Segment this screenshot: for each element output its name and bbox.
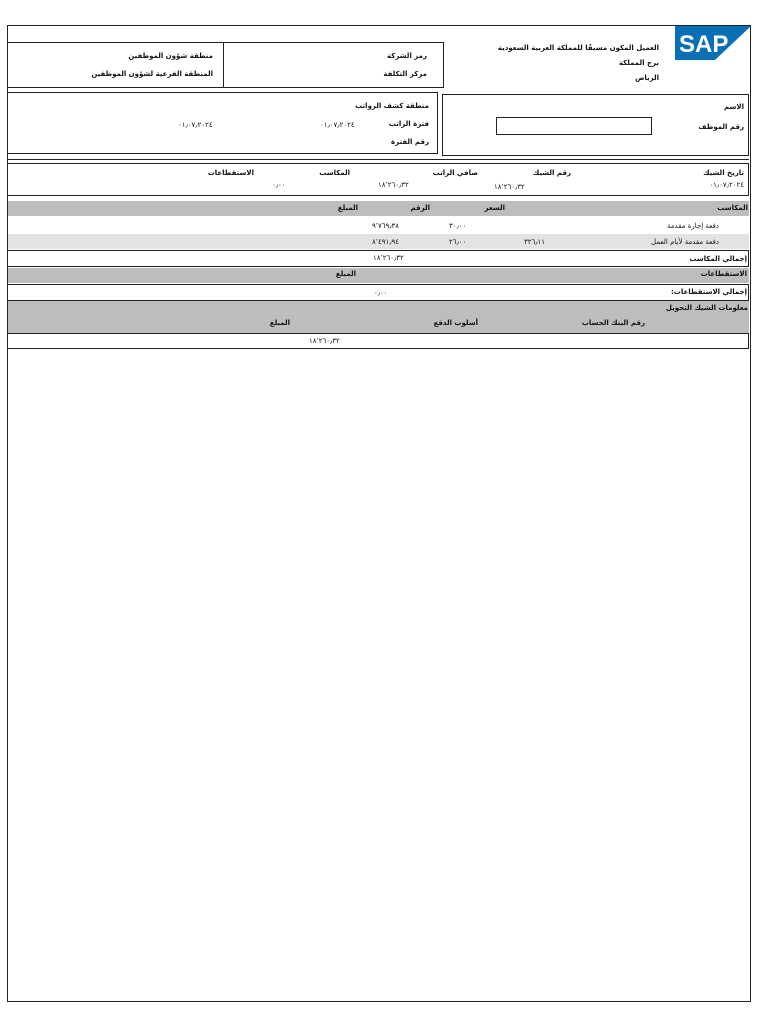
earnings-label: المكاسب [319,169,350,177]
company-line-3: الرياض [634,74,659,82]
transfer-section-label: معلومات الشيك التحويل [665,304,748,312]
check-date-label: تاريخ الشيك [703,169,744,177]
earnings-total: ١٨٬٢٦٠٫٣٢ [373,254,404,262]
net-pay: ١٨٬٢٦٠٫٣٢ [494,183,525,191]
name-label: الاسم [724,103,744,111]
earnings-total-label: إجمالي المكاسب [689,255,747,263]
transfer-header-band [8,301,749,333]
earnings-row-amount: ٨٬٤٩١٫٩٤ [372,238,400,246]
deductions-section-label: الاستقطاعات [700,270,747,278]
pay-period-from: ٠١٫٠٧٫٢٠٢٤ [320,121,355,129]
deductions-col-amount: المبلغ [335,270,356,278]
personnel-area-box [7,42,444,88]
deductions-label: الاستقطاعات [207,169,254,177]
branch-no-label: رقم الفترة [391,138,429,146]
col-number: الرقم [410,204,430,212]
deductions-amount: ٠٫٠٠ [272,181,286,189]
pay-period-label: فترة الراتب [388,120,429,128]
company-code-label: رمز الشركة [387,52,427,60]
earnings-section-label: المكاسب [717,204,748,212]
transfer-col-method: أسلوب الدفع [433,319,478,327]
col-rate: السعر [484,204,505,212]
col-amount: المبلغ [337,204,358,212]
personnel-subarea: المنطقة الفرعية لشؤون الموظفين [91,70,213,78]
company-line-1: العميل المكون مسبقًا للمملكة العربية السعودية [497,44,659,52]
svg-text:SAP: SAP [679,31,729,58]
earnings-row-amount: ٩٬٧٦٩٫٣٨ [372,222,400,230]
transfer-col-bank: رقم البنك الحساب [581,319,645,327]
transfer-row [7,333,749,349]
check-no-label: رقم الشيك [532,169,571,177]
employee-no-label: رقم الموظف [698,123,744,131]
pay-period-to: ٠١٫٠٧٫٢٠٢٤ [178,121,213,129]
company-line-2: برج المملكة [618,59,659,67]
earnings-row-rate: ٣٢٦٫١١ [524,238,546,246]
earnings-row-2 [8,234,749,249]
cost-center-label: مركز التكلفة [383,70,427,78]
check-date: ٠١٫٠٧٫٢٠٢٤ [709,181,744,189]
earnings-row-label: دفعة مقدمة لأيام العمل [651,238,719,246]
deductions-total: ٠٫٠٠ [374,289,388,297]
earnings-row-1 [8,218,749,233]
summary-box [7,163,749,196]
sap-logo [675,26,751,60]
earnings-row-number: ٣٠٫٠٠ [449,222,467,230]
transfer-amount: ١٨٬٢٦٠٫٣٢ [309,337,340,345]
deductions-header-band [8,268,749,283]
earnings-header-band [8,201,749,216]
earnings-amount: ١٨٬٢٦٠٫٣٢ [378,181,409,189]
personnel-area: منطقة شؤون الموظفين [128,52,213,60]
earnings-row-label: دفعة إجارة مقدمة [667,222,719,230]
deductions-total-label: إجمالي الاستقطاعات: [671,288,747,296]
payroll-area-label: منطقة كشف الرواتب [355,102,429,110]
employee-no-field[interactable] [496,117,652,135]
net-pay-label: صافي الراتب [432,169,478,177]
earnings-row-number: ٢٦٫٠٠ [449,238,467,246]
transfer-col-amount: المبلغ [269,319,290,327]
